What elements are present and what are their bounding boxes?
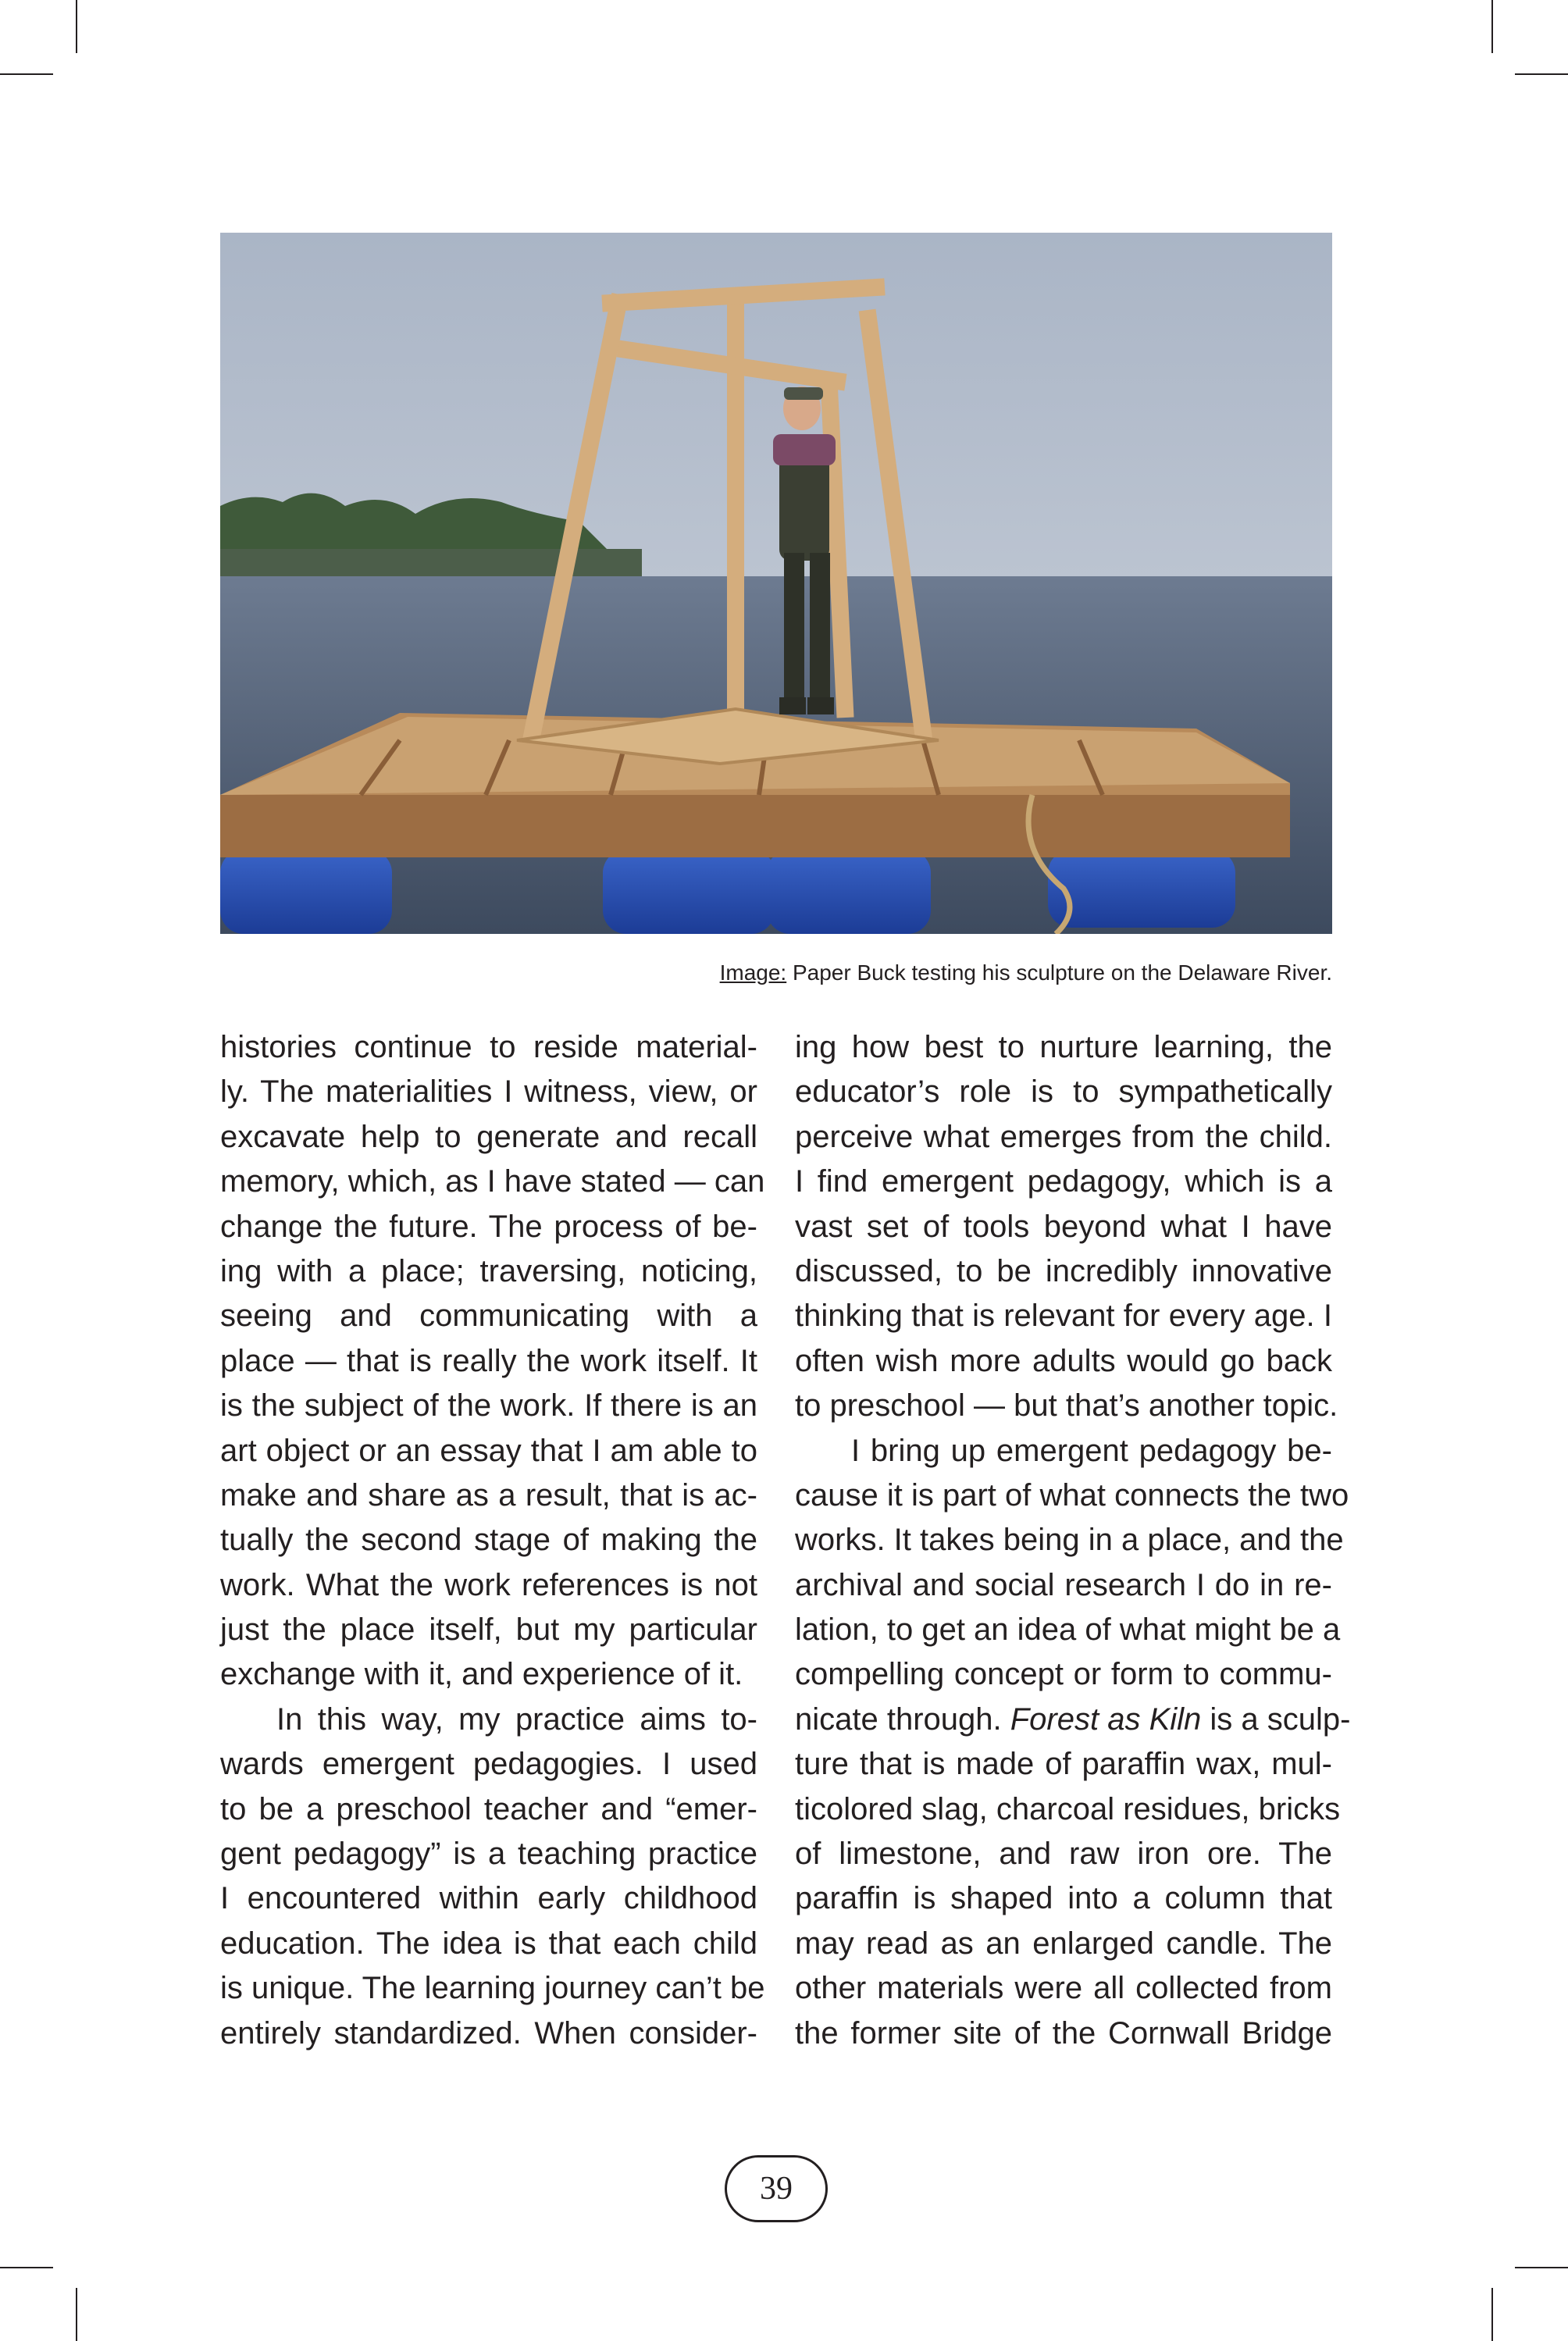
caption-text: Paper Buck testing his sculpture on the Delaware River.: [786, 960, 1332, 985]
left-column: [220, 1025, 765, 2056]
text-line: I bring up emergent pedagogy be-: [851, 1433, 1332, 1468]
text-line: the former site of the Cornwall Bridge: [795, 2015, 1332, 2051]
text-line-mixed: [795, 1698, 1351, 1742]
text-line: tually the second stage of making the: [220, 1523, 757, 1558]
text-line: make and share as a result, that is ac-: [220, 1477, 757, 1513]
text-line: archival and social research I do in re-: [795, 1567, 1332, 1602]
crop-mark: [76, 0, 77, 53]
text-line: exchange with it, and experience of it.: [220, 1657, 743, 1692]
text-segment: nicate through.: [795, 1701, 1010, 1737]
text-line: ing how best to nurture learning, the: [795, 1030, 1332, 1064]
text-line: education. The idea is that each child: [220, 1926, 757, 1961]
text-line: gent pedagogy” is a teaching practice: [220, 1837, 757, 1872]
sculpture-photo: [220, 233, 1332, 934]
text-line: is the subject of the work. If there is an: [220, 1388, 757, 1423]
text-line: perceive what emerges from the child.: [795, 1119, 1332, 1154]
crop-mark: [1491, 2288, 1493, 2341]
text-line: to preschool — but that’s another topic.: [795, 1388, 1338, 1423]
text-line: In this way, my practice aims to-: [276, 1701, 757, 1737]
work-title: Forest as Kiln: [1010, 1701, 1202, 1737]
text-line: I encountered within early childhood: [220, 1881, 757, 1916]
text-line: memory, which, as I have stated — can: [220, 1164, 765, 1199]
text-line: ticolored slag, charcoal residues, bricks: [795, 1791, 1341, 1826]
text-line: of limestone, and raw iron ore. The: [795, 1837, 1332, 1872]
text-segment: is a sculp-: [1201, 1701, 1351, 1737]
text-line: lation, to get an idea of what might be a: [795, 1612, 1341, 1648]
text-line: to be a preschool teacher and “emer-: [220, 1791, 757, 1826]
text-line: excavate help to generate and recall: [220, 1119, 757, 1154]
text-line: work. What the work references is not: [220, 1567, 757, 1602]
image-caption: [720, 960, 1332, 985]
text-line: place — that is really the work itself. It: [220, 1343, 757, 1378]
text-line: educator’s role is to sympathetically: [795, 1074, 1332, 1110]
text-line: wards emergent pedagogies. I used: [220, 1747, 757, 1782]
text-line: ly. The materialities I witness, view, or: [220, 1074, 757, 1110]
text-line: art object or an essay that I am able to: [220, 1433, 757, 1468]
crop-mark: [1491, 0, 1493, 53]
crop-mark: [1515, 73, 1568, 75]
text-line: thinking that is relevant for every age. I: [795, 1299, 1332, 1334]
text-line: I find emergent pedagogy, which is a: [795, 1164, 1332, 1199]
caption-label: Image:: [719, 960, 787, 985]
page-number: [725, 2155, 828, 2222]
text-line: vast set of tools beyond what I have: [795, 1209, 1332, 1244]
text-line: compelling concept or form to commu-: [795, 1657, 1332, 1692]
text-line: cause it is part of what connects the two: [795, 1477, 1349, 1513]
text-line: discussed, to be incredibly innovative: [795, 1253, 1332, 1288]
text-line: often wish more adults would go back: [795, 1343, 1332, 1378]
text-line: ture that is made of paraffin wax, mul-: [795, 1747, 1332, 1782]
text-line: entirely standardized. When consider-: [220, 2015, 757, 2051]
crop-mark: [0, 2267, 53, 2268]
text-line: histories continue to reside material-: [220, 1030, 757, 1064]
text-line: paraffin is shaped into a column that: [795, 1881, 1332, 1916]
text-line: other materials were all collected from: [795, 1971, 1332, 2006]
crop-mark: [0, 73, 53, 75]
crop-mark: [76, 2288, 77, 2341]
text-line: change the future. The process of be-: [220, 1209, 757, 1244]
text-line: works. It takes being in a place, and the: [795, 1523, 1344, 1558]
text-line: ing with a place; traversing, noticing,: [220, 1253, 757, 1288]
text-line: is unique. The learning journey can’t be: [220, 1971, 765, 2006]
right-column: [795, 1025, 1351, 2056]
page-number-text: 39: [760, 2171, 793, 2207]
text-line: may read as an enlarged candle. The: [795, 1926, 1332, 1961]
crop-mark: [1515, 2267, 1568, 2268]
text-line: just the place itself, but my particular: [220, 1612, 757, 1648]
text-line: seeing and communicating with a: [220, 1299, 757, 1334]
